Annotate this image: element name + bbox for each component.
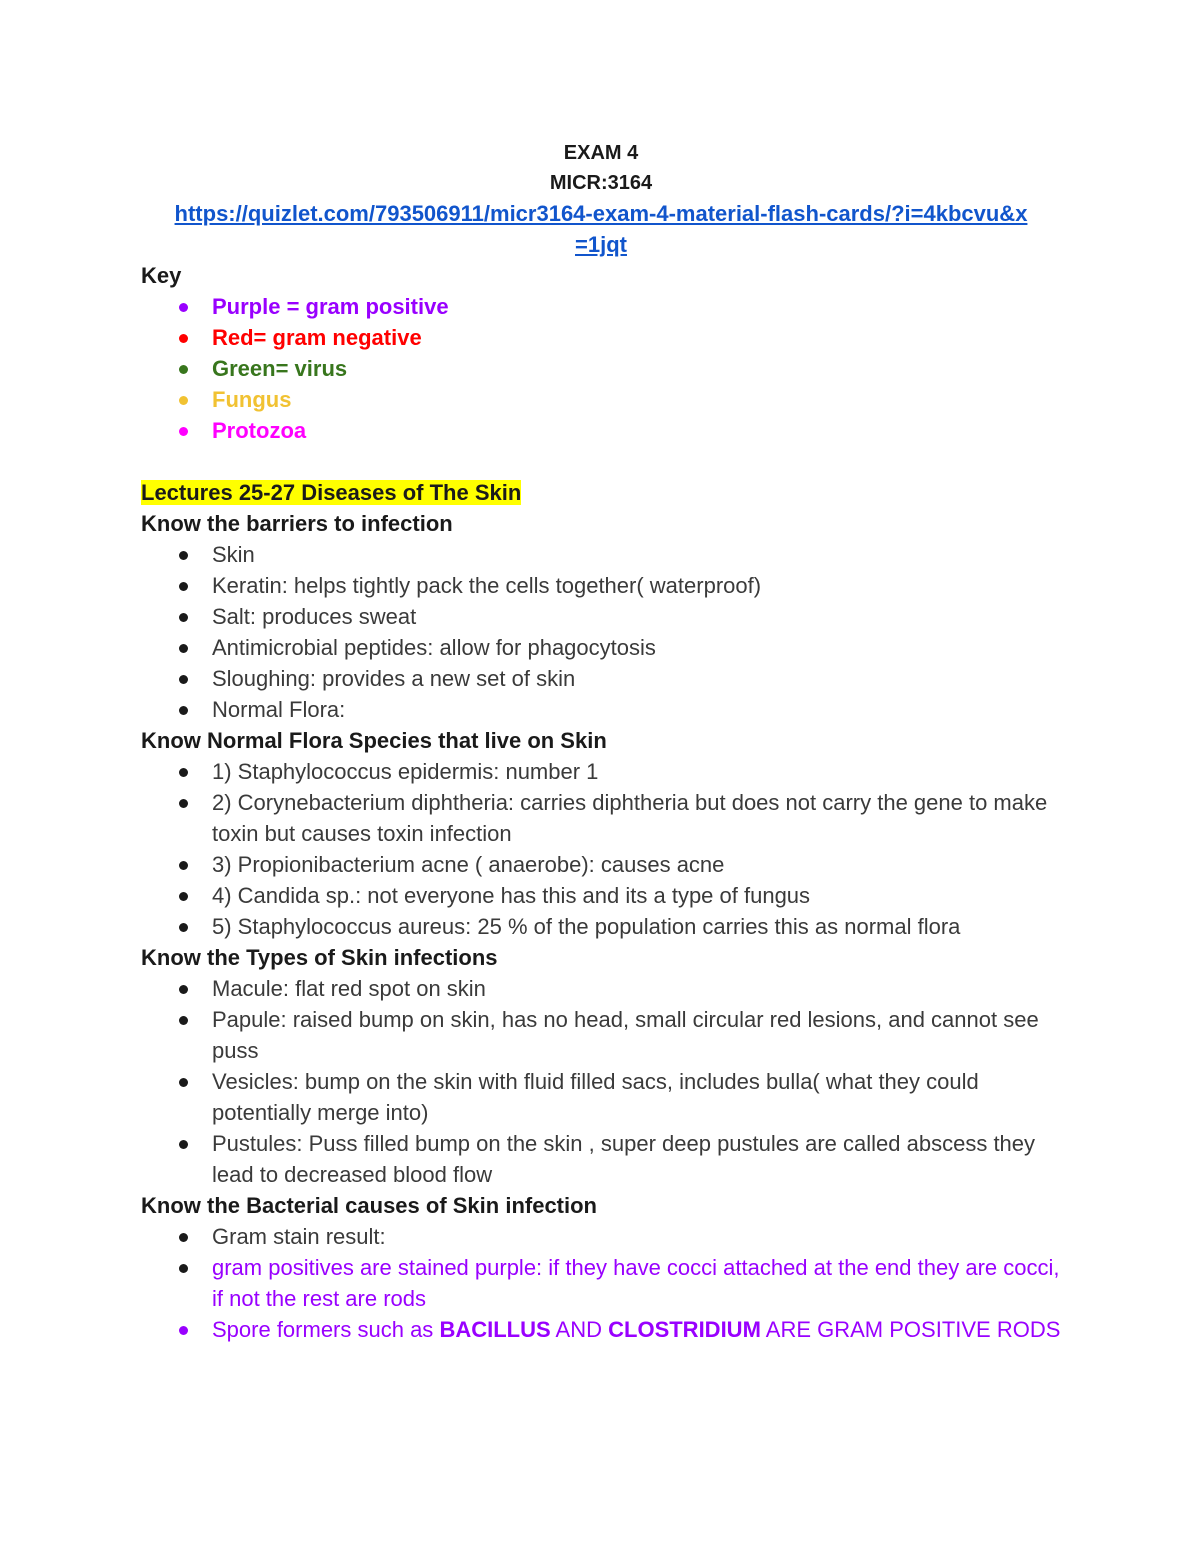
bacterial-heading: Know the Bacterial causes of Skin infection [141, 1193, 597, 1218]
key-list [141, 291, 1061, 446]
list-item: Salt: produces sweat [141, 601, 1061, 632]
list-item: Sloughing: provides a new set of skin [141, 663, 1061, 694]
bullet-icon [179, 1264, 188, 1273]
bullet-icon [179, 768, 188, 777]
list-item: 5) Staphylococcus aureus: 25 % of the population carries this as normal flora [141, 911, 1061, 942]
list-item: Keratin: helps tightly pack the cells together( waterproof) [141, 570, 1061, 601]
list-item: Macule: flat red spot on skin [141, 973, 1061, 1004]
key-item-fungus: Fungus [141, 384, 1061, 415]
list-item: gram positives are stained purple: if they have cocci attached at the end they are cocci, if not the rest are rods [141, 1252, 1061, 1314]
spacer [141, 446, 1061, 477]
key-item-virus: Green= virus [141, 353, 1061, 384]
bullet-icon [179, 582, 188, 591]
types-heading: Know the Types of Skin infections [141, 945, 498, 970]
key-item-gram-negative: Red= gram negative [141, 322, 1061, 353]
list-item: Gram stain result: [141, 1221, 1061, 1252]
bullet-icon [179, 706, 188, 715]
list-item: Skin [141, 539, 1061, 570]
section-title: Lectures 25-27 Diseases of The Skin [141, 480, 522, 505]
list-item: Spore formers such as BACILLUS AND CLOSTRIDIUM ARE GRAM POSITIVE RODS [141, 1314, 1061, 1345]
quizlet-link[interactable] [141, 198, 1061, 260]
list-item: 2) Corynebacterium diphtheria: carries diphtheria but does not carry the gene to make toxin but causes toxin infection [141, 787, 1061, 849]
document-page [141, 138, 1061, 1345]
bullet-icon [179, 675, 188, 684]
list-item: Pustules: Puss filled bump on the skin , super deep pustules are called abscess they lead to decreased blood flow [141, 1128, 1061, 1190]
barriers-heading: Know the barriers to infection [141, 511, 453, 536]
bullet-icon [179, 1140, 188, 1149]
barriers-list [141, 539, 1061, 725]
key-label: Key [141, 263, 182, 288]
bullet-icon [179, 303, 188, 312]
quizlet-link-line-2[interactable]: =1jqt [575, 232, 627, 257]
list-item: Antimicrobial peptides: allow for phagocytosis [141, 632, 1061, 663]
bullet-icon [179, 1078, 188, 1087]
bullet-icon [179, 799, 188, 808]
bullet-icon [179, 613, 188, 622]
exam-title: EXAM 4 [563, 142, 639, 164]
key-item-gram-positive: Purple = gram positive [141, 291, 1061, 322]
bullet-icon [179, 365, 188, 374]
bullet-icon [179, 551, 188, 560]
list-item: Papule: raised bump on skin, has no head, small circular red lesions, and cannot see puss [141, 1004, 1061, 1066]
list-item: Vesicles: bump on the skin with fluid filled sacs, includes bulla( what they could potentially merge into) [141, 1066, 1061, 1128]
bullet-icon [179, 334, 188, 343]
bullet-icon [179, 861, 188, 870]
clostridium-text: CLOSTRIDIUM [608, 1317, 761, 1342]
list-item: Normal Flora: [141, 694, 1061, 725]
bacillus-text: BACILLUS [439, 1317, 551, 1342]
bullet-icon [179, 923, 188, 932]
course-code: MICR:3164 [549, 172, 653, 194]
bullet-icon [179, 644, 188, 653]
bullet-icon [179, 985, 188, 994]
flora-heading: Know Normal Flora Species that live on Skin [141, 728, 607, 753]
bacterial-list [141, 1221, 1061, 1345]
list-item: 3) Propionibacterium acne ( anaerobe): causes acne [141, 849, 1061, 880]
key-item-protozoa: Protozoa [141, 415, 1061, 446]
list-item: 1) Staphylococcus epidermis: number 1 [141, 756, 1061, 787]
bullet-icon [179, 1326, 188, 1335]
bullet-icon [179, 1016, 188, 1025]
types-list [141, 973, 1061, 1190]
bullet-icon [179, 396, 188, 405]
list-item: 4) Candida sp.: not everyone has this and its a type of fungus [141, 880, 1061, 911]
bullet-icon [179, 1233, 188, 1242]
flora-list [141, 756, 1061, 942]
bullet-icon [179, 892, 188, 901]
quizlet-link-line-1[interactable]: https://quizlet.com/793506911/micr3164-exam-4-material-flash-cards/?i=4kbcvu&x [174, 201, 1028, 226]
bullet-icon [179, 427, 188, 436]
